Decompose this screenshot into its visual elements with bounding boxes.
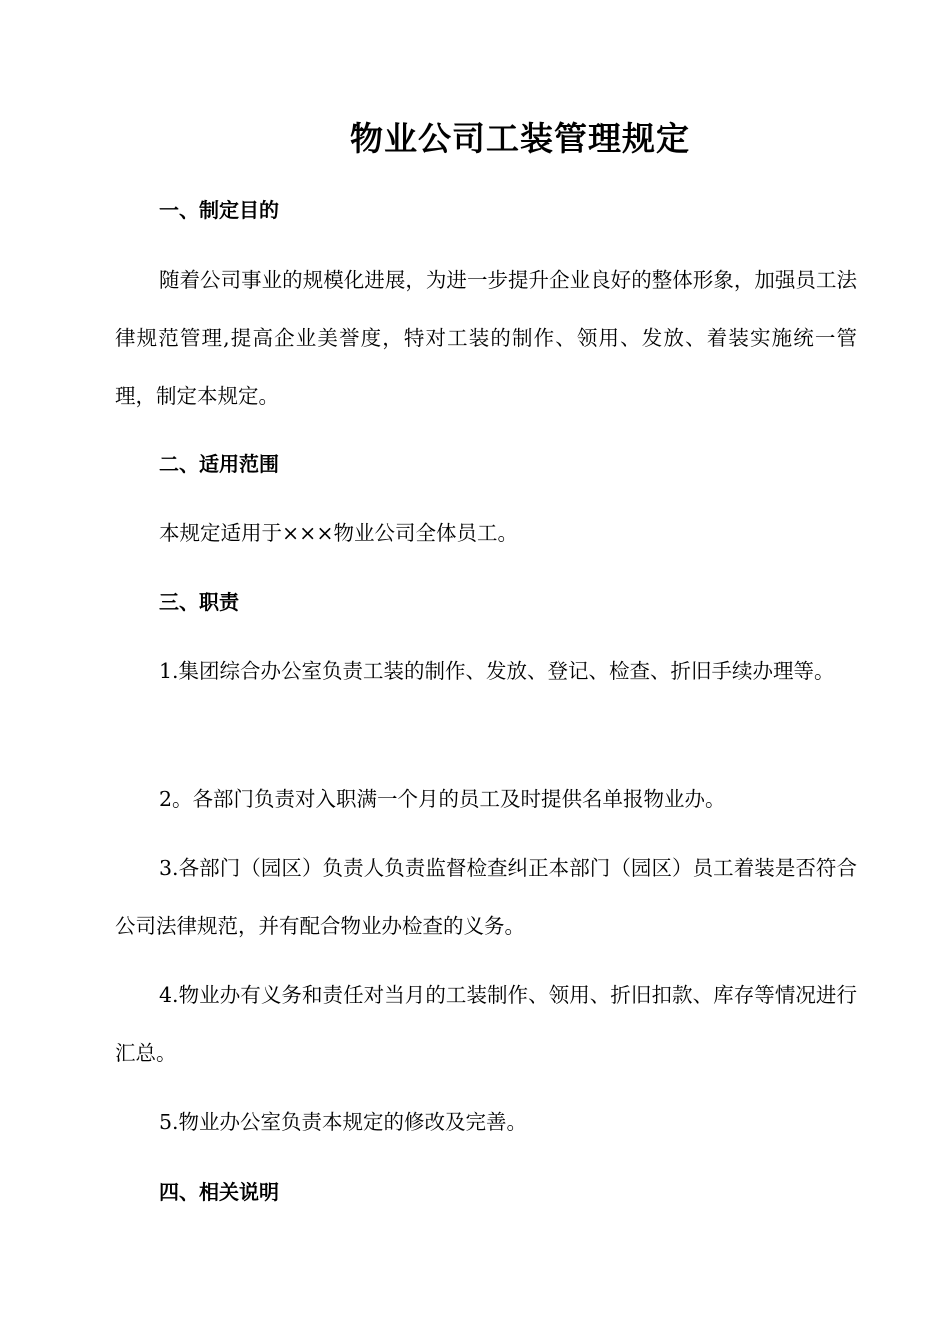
paragraph-responsibility-5: 5.物业办公室负责本规定的修改及完善。	[159, 1110, 528, 1134]
paragraph-responsibility-3: 3.各部门（园区）负责人负责监督检查纠正本部门（园区）员工着装是否符合公司法律规范，并有配合物业办检查的义务。	[115, 856, 857, 938]
paragraph-responsibility-2: 2。各部门负责对入职满一个月的员工及时提供名单报物业办。	[159, 787, 726, 811]
section-heading-purpose: 一、制定目的	[159, 198, 279, 222]
document-title: 物业公司工装管理规定	[350, 119, 690, 158]
section-heading-responsibilities: 三、职责	[159, 590, 239, 614]
paragraph-responsibility-4: 4.物业办有义务和责任对当月的工装制作、领用、折旧扣款、库存等情况进行汇总。	[115, 983, 857, 1065]
section-heading-scope: 二、适用范围	[159, 452, 279, 476]
paragraph-responsibility-1: 1.集团综合办公室负责工装的制作、发放、登记、检查、折旧手续办理等。	[159, 659, 835, 683]
section-heading-notes: 四、相关说明	[159, 1180, 279, 1204]
paragraph-scope: 本规定适用于×××物业公司全体员工。	[159, 521, 519, 545]
paragraph-purpose: 随着公司事业的规模化进展，为进一步提升企业良好的整体形象，加强员工法律规范管理,提高企业美誉度，特对工装的制作、领用、发放、着装实施统一管理，制定本规定。	[115, 268, 857, 408]
